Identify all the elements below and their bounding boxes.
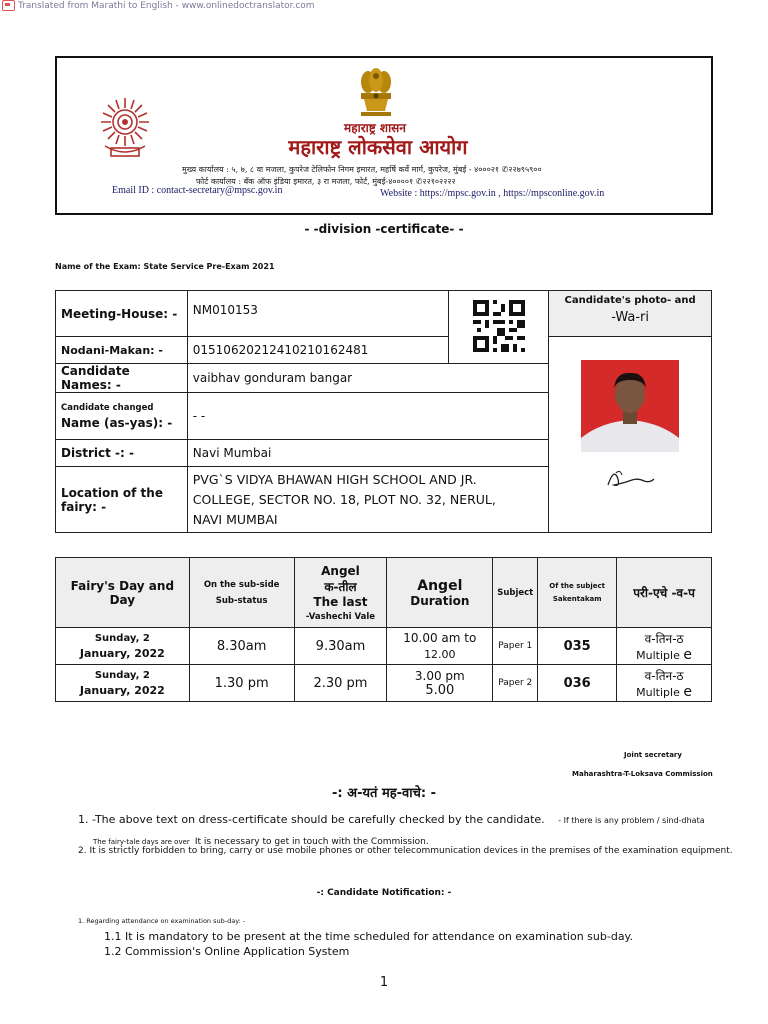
col-dur-line2: Duration bbox=[410, 593, 470, 608]
national-emblem-icon bbox=[355, 67, 397, 121]
table-row bbox=[56, 628, 712, 665]
website-line[interactable]: Website : https://mpsc.gov.in , https://mpsconline.gov.in bbox=[380, 188, 605, 199]
commission-title: महाराष्ट्र लोकसेवा आयोग bbox=[288, 135, 468, 159]
row2-type-line2: Multiple bbox=[636, 685, 680, 699]
govt-label: महाराष्ट्र शासन bbox=[344, 121, 406, 135]
row1-duration bbox=[387, 628, 493, 665]
district-label: District -: - bbox=[56, 440, 188, 467]
row2-day bbox=[56, 665, 190, 702]
meeting-house-value: NM010153 bbox=[187, 291, 449, 337]
row2-day-line2: January, 2022 bbox=[79, 683, 165, 697]
row1-type-line1: व-तिन-ठ bbox=[644, 631, 684, 646]
changed-name-value: - - bbox=[187, 393, 548, 440]
location-line-2: COLLEGE, SECTOR NO. 18, PLOT NO. 32, NERUL, bbox=[192, 491, 496, 507]
photo-header bbox=[549, 291, 712, 337]
nodani-label: Nodani-Makan: - bbox=[56, 337, 188, 364]
mpsc-seal-icon bbox=[93, 94, 157, 162]
candidate-photo bbox=[581, 360, 679, 452]
row1-type bbox=[617, 628, 712, 665]
photo-cell bbox=[549, 337, 712, 533]
candidate-details-table bbox=[55, 290, 712, 533]
changed-name-label-2: Name (as-yas): - bbox=[61, 415, 173, 430]
row2-dur-line1: 3.00 pm bbox=[414, 668, 465, 683]
table-row bbox=[56, 665, 712, 702]
row2-day-line1: Sunday, 2 bbox=[94, 669, 150, 681]
row2-duration bbox=[387, 665, 493, 702]
location-value bbox=[187, 467, 548, 533]
location-line-1: PVG`S VIDYA BHAWAN HIGH SCHOOL AND JR. bbox=[192, 471, 477, 487]
col-last-line2: क-तील bbox=[324, 579, 357, 594]
row1-day-line2: January, 2022 bbox=[79, 646, 165, 660]
row1-day-line1: Sunday, 2 bbox=[94, 632, 150, 644]
qr-code-icon bbox=[473, 300, 525, 352]
col-last-line1: Angel bbox=[321, 563, 360, 578]
row2-code: 036 bbox=[538, 665, 617, 702]
instruction-1-cont-text: It is necessary to get in touch with the Commission. bbox=[194, 837, 429, 847]
col-duration bbox=[387, 558, 493, 628]
photo-header-line2: -Wa-ri bbox=[611, 310, 650, 325]
instruction-2: 2. It is strictly forbidden to bring, carry or use mobile phones or other telecommunication devices in the premises of the examination equipment. bbox=[78, 846, 733, 856]
location-label: Location of the fairy: - bbox=[56, 467, 188, 533]
row2-type-line1: व-तिन-ठ bbox=[644, 668, 684, 683]
notification-item-1-1: 1.1 It is mandatory to be present at the time scheduled for attendance on examination sub-day. bbox=[104, 930, 633, 943]
nodani-value: 0151062021241021016248​1 bbox=[187, 337, 449, 364]
col-last-time bbox=[294, 558, 387, 628]
col-subject: Subject bbox=[493, 558, 538, 628]
row1-last: 9.30am bbox=[294, 628, 387, 665]
row1-code: 035 bbox=[538, 628, 617, 665]
office-address-fort: फोर्ट कार्यालय : बँक ऑफ इंडिया इमारत, ३ रा मजला, फोर्ट, मुंबई-४००००१ ✆२२१०२२२२ bbox=[196, 177, 456, 186]
location-line-3: NAVI MUMBAI bbox=[192, 511, 278, 527]
col-type: परी-एचे -व-प bbox=[617, 558, 712, 628]
row1-dur-line1: 10.00 am to bbox=[403, 631, 477, 645]
translator-icon bbox=[2, 0, 15, 11]
row2-subject: Paper 2 bbox=[493, 665, 538, 702]
row1-subject: Paper 1 bbox=[493, 628, 538, 665]
row1-type-suffix: e bbox=[683, 646, 692, 663]
signatory-org: Maharashtra-T-Loksava Commission bbox=[572, 770, 713, 778]
notification-item-1-2: 1.2 Commission's Online Application System bbox=[104, 945, 350, 958]
row2-type-suffix: e bbox=[683, 683, 692, 700]
candidate-signature bbox=[604, 463, 656, 493]
col-day: Fairy's Day and Day bbox=[56, 558, 190, 628]
translation-banner[interactable] bbox=[2, 0, 315, 11]
instruction-1-text: 1. -The above text on dress-certificate should be carefully checked by the candidate. bbox=[78, 813, 545, 826]
col-sub-line1: On the sub-side bbox=[203, 579, 280, 590]
row1-dur-line2: 12.00 bbox=[424, 648, 456, 661]
signatory-title: Joint secretary bbox=[624, 751, 682, 759]
candidate-name-value: vaibhav gonduram bangar bbox=[187, 364, 548, 393]
row2-dur-line2: 5.00 bbox=[425, 682, 455, 698]
row2-type bbox=[617, 665, 712, 702]
row2-last: 2.30 pm bbox=[294, 665, 387, 702]
col-code-line1: Of the subject bbox=[549, 582, 606, 590]
exam-name: Name of the Exam: State Service Pre-Exam 2021 bbox=[55, 262, 275, 271]
photo-header-line1: Candidate's photo- and bbox=[564, 295, 696, 306]
row2-sub: 1.30 pm bbox=[189, 665, 294, 702]
instruction-1-cont-small: The fairy-tale days are over bbox=[93, 838, 190, 846]
row1-type-line2: Multiple bbox=[636, 648, 680, 662]
col-code-line2: Sakentakam bbox=[552, 595, 602, 603]
certificate-title: - -division -certificate- - bbox=[304, 222, 464, 236]
candidate-name-label: Candidate Names: - bbox=[56, 364, 188, 393]
exam-schedule-table bbox=[55, 557, 712, 702]
changed-name-label bbox=[56, 393, 188, 440]
notification-item-1: 1. Regarding attendance on examination sub-day: - bbox=[78, 917, 246, 925]
col-sub-line2: Sub-status bbox=[215, 595, 268, 606]
col-sub-status bbox=[189, 558, 294, 628]
notification-heading: -: Candidate Notification: - bbox=[316, 888, 452, 898]
row1-day bbox=[56, 628, 190, 665]
instruction-1 bbox=[78, 813, 705, 826]
instructions-heading: -: अ-यतं मह-वाचे: - bbox=[332, 786, 436, 801]
translation-note: Translated from Marathi to English - www.onlinedoctranslator.com bbox=[18, 0, 315, 11]
page-number: 1 bbox=[379, 975, 389, 990]
col-code bbox=[538, 558, 617, 628]
col-last-line3: The last bbox=[313, 594, 368, 609]
office-address-main: मुख्य कार्यालय : ५, ७, ८ वा मजला, कुपरेज टेलिफोन निगम इमारत, महर्षि कर्वे मार्ग, कुपरेज, मुंबई - ४०००२१ ✆२२७९५९०० bbox=[182, 165, 542, 174]
col-last-line4: -Vashechi Vale bbox=[305, 611, 376, 622]
district-value: Navi Mumbai bbox=[187, 440, 548, 467]
col-dur-line1: Angel bbox=[417, 577, 463, 594]
changed-name-label-1: Candidate changed bbox=[61, 402, 154, 413]
email-line[interactable]: Email ID : contact-secretary@mpsc.gov.in bbox=[112, 185, 283, 196]
row1-sub: 8.30am bbox=[189, 628, 294, 665]
qr-code-cell bbox=[449, 291, 549, 364]
instruction-1-note: - If there is any problem / sind-dhata bbox=[558, 816, 705, 825]
meeting-house-label: Meeting-House: - bbox=[56, 291, 188, 337]
